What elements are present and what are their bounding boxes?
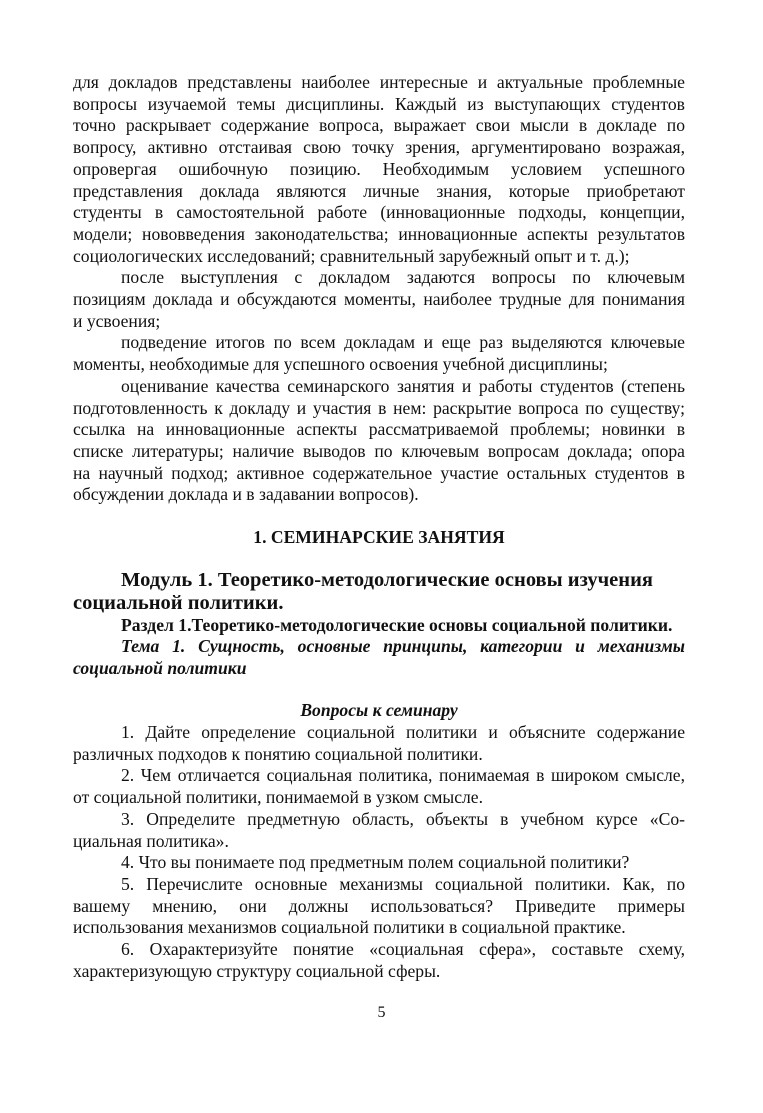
questions-list	[73, 722, 685, 982]
question-line: 1. Дайте определение социальной политики и объясните содержание	[121, 722, 685, 743]
paragraph-line: на научный подход; активное содержательное участие остальных студентов в	[73, 462, 685, 483]
paragraph-line: студенты в самостоятельной работе (инновационные подходы, концепции,	[73, 202, 685, 223]
question-line: вашему мнению, они должны использоваться? Приведите примеры	[73, 895, 685, 916]
question-line: 4. Что вы понимаете под предметным полем социальной политики?	[121, 852, 630, 873]
paragraph-line: модели; нововведения законодательства; инновационные аспекты результатов	[73, 223, 685, 244]
paragraph-line: моменты, необходимые для успешного освоения учебной дисциплины;	[73, 354, 608, 375]
razdel-title: Раздел 1.Теоретико-методологические основы социальной политики.	[121, 614, 673, 635]
paragraph-line: списке литературы; наличие выводов по ключевым вопросам доклада; опора	[73, 440, 685, 461]
paragraph-line: вопросу, активно отстаивая свою точку зрения, аргументировано возражая,	[73, 137, 685, 158]
paragraph-line: подготовленность к докладу и участия в нем: раскрытие вопроса по существу;	[73, 397, 685, 418]
module-title-line-1: Модуль 1. Теоретико-методологические основы изучения	[121, 568, 653, 591]
paragraph-line: представления доклада являются личные знания, которые приобретают	[73, 180, 685, 201]
question-line: использования механизмов социальной политики в социальной практике.	[73, 917, 626, 938]
paragraph-line: опровергая ошибочную позицию. Необходимым условием успешного	[73, 158, 685, 179]
paragraph-line: точно раскрывает содержание вопроса, выражает свои мысли в докладе по	[73, 115, 685, 136]
module-title-line-2: социальной политики.	[73, 591, 284, 614]
question-line: характеризующую структуру социальной сферы.	[73, 960, 441, 981]
document-page	[73, 0, 685, 983]
paragraph-line: для докладов представлены наиболее интересные и актуальные проблемные	[73, 72, 685, 92]
question-line: циальная политика».	[73, 830, 229, 851]
section-heading: 1. СЕМИНАРСКИЕ ЗАНЯТИЯ	[253, 526, 505, 547]
tema-title-line-2: социальной политики	[73, 658, 247, 679]
paragraph-line: подведение итогов по всем докладам и еще раз выделяются ключевые	[121, 332, 685, 353]
paragraph-line: вопросы изучаемой темы дисциплины. Каждый из выступающих студентов	[73, 93, 685, 114]
question-line: 3. Определите предметную область, объекты в учебном курсе «Со-	[121, 808, 685, 829]
intro-text	[73, 72, 685, 506]
paragraph-line: оценивание качества семинарского занятия и работы студентов (степень	[121, 375, 685, 396]
question-line: 6. Охарактеризуйте понятие «социальная сфера», составьте схему,	[121, 939, 685, 960]
paragraph-line: ссылка на инновационные аспекты рассматриваемой проблемы; новинки в	[73, 419, 685, 440]
question-line: от социальной политики, понимаемой в узком смысле.	[73, 787, 483, 808]
paragraph-line: обсуждении доклада и в задавании вопросов).	[73, 484, 419, 505]
paragraph-line: социологических исследований; сравнительный зарубежный опыт и т. д.);	[73, 245, 630, 266]
paragraph-line: позициям доклада и обсуждаются моменты, наиболее трудные для понимания	[73, 289, 685, 310]
questions-heading: Вопросы к семинару	[300, 700, 458, 721]
question-line: 5. Перечислите основные механизмы социальной политики. Как, по	[121, 874, 685, 894]
tema-title-line-1: Тема 1. Сущность, основные принципы, категории и механизмы	[121, 636, 685, 657]
page-number: 5	[377, 1003, 386, 1021]
paragraph-line: после выступления с докладом задаются вопросы по ключевым	[121, 267, 685, 288]
paragraph-line: и усвоения;	[73, 310, 161, 331]
question-line: 2. Чем отличается социальная политика, понимаемая в широком смысле,	[121, 765, 685, 786]
question-line: различных подходов к понятию социальной политики.	[73, 743, 483, 764]
